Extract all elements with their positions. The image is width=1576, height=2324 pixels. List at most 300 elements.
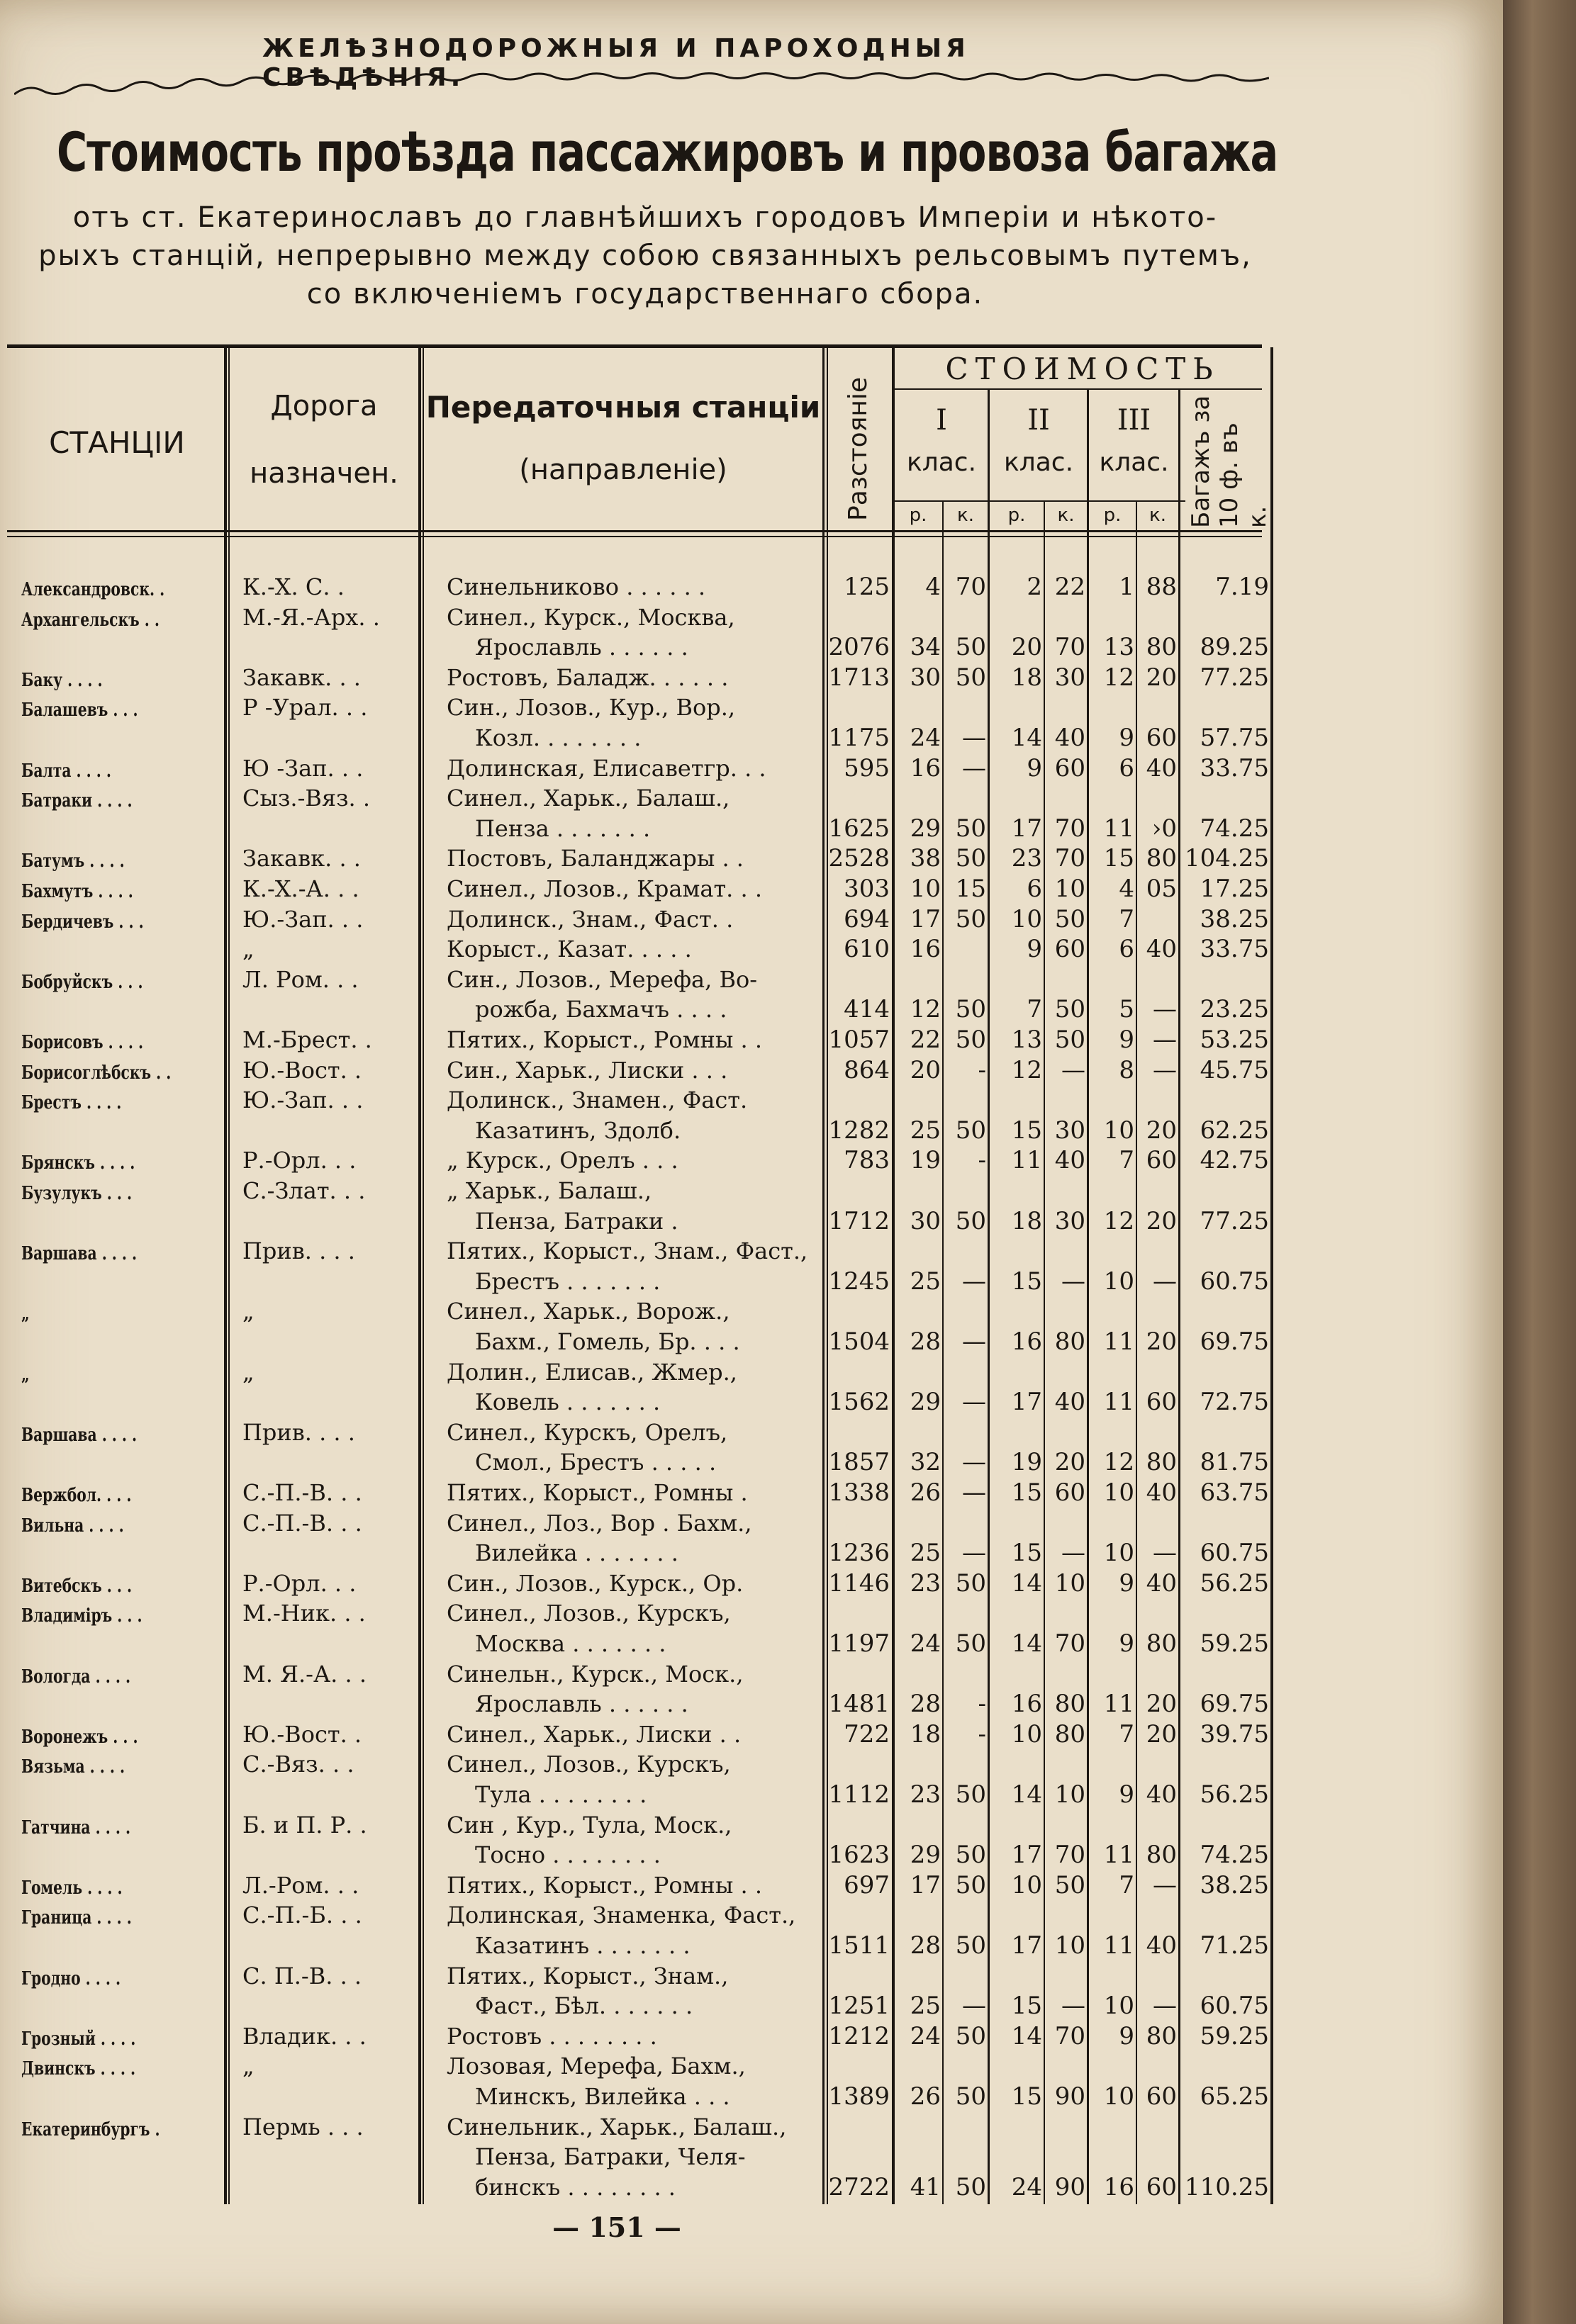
header-bottom-rule [7, 530, 1262, 532]
road-name: М.-Ник. . . [242, 1600, 366, 1627]
fare-c3k: 60 [1146, 1388, 1177, 1417]
fare-bag: 59.25 [1200, 2021, 1269, 2050]
fare-c2k: 90 [1054, 2082, 1085, 2111]
fare-c2k: 30 [1054, 1116, 1085, 1145]
fare-c1r: 24 [910, 2021, 941, 2050]
col-rule [1178, 390, 1180, 2204]
transfer-stations: Долинская, Елисаветгр. . . [447, 754, 766, 782]
station-name: Витебскъ . . . [21, 1575, 133, 1597]
decorative-wave-rule [14, 62, 1269, 105]
page-number: — 151 — [552, 2211, 681, 2243]
fare-c1r: 12 [910, 995, 941, 1024]
fare-c3k: 20 [1146, 1327, 1177, 1356]
fare-c1k: — [962, 753, 986, 782]
station-name: Гатчина . . . . [21, 1817, 131, 1839]
road-name: М. Я.-А. . . [242, 1660, 367, 1688]
fare-c3r: 11 [1103, 1841, 1134, 1870]
fare-c1k: 50 [955, 2082, 986, 2111]
fare-dist: 1504 [828, 1327, 890, 1356]
fare-c2r: 14 [1011, 2021, 1042, 2050]
road-name: С.-Вяз. . . [242, 1751, 354, 1778]
transfer-stations: Смол., Брестъ . . . . . [475, 1449, 717, 1476]
fare-c3k: 20 [1146, 1690, 1177, 1719]
subtitle-line: со включеніемъ государственнаго сбора. [306, 278, 984, 310]
transfer-stations: Синел., Лоз., Вор . Бахм., [447, 1509, 752, 1537]
fare-bag: 57.75 [1200, 724, 1269, 752]
fare-c2r: 14 [1011, 1629, 1042, 1658]
fare-c2k: 90 [1054, 2172, 1085, 2201]
fare-c3r: 10 [1103, 1478, 1134, 1507]
transfer-stations: Синельн., Курск., Моск., [447, 1660, 744, 1688]
station-name: Александровск. . [21, 579, 165, 600]
header-distance: Разстояніе [844, 376, 873, 521]
transfer-stations: Бахм., Гомель, Бр. . . . [475, 1328, 740, 1355]
fare-c1r: 34 [910, 633, 941, 662]
header-kop-1: к. [957, 505, 974, 526]
fare-c1r: 30 [910, 663, 941, 692]
transfer-stations: Ростовъ . . . . . . . . [447, 2022, 657, 2050]
fare-c3k: 60 [1146, 724, 1177, 752]
station-name: Варшава . . . . [21, 1424, 138, 1446]
fare-c2r: 17 [1011, 1388, 1042, 1417]
road-name: Л.-Ром. . . [242, 1871, 359, 1899]
header-class-3: III [1117, 404, 1151, 437]
fare-bag: 39.75 [1200, 1719, 1269, 1748]
header-transfer-line1: Передаточныя станціи [425, 390, 821, 425]
fare-c3r: 7 [1119, 1146, 1134, 1175]
transfer-stations: Казатинъ, Здолб. [475, 1116, 681, 1144]
fare-c2k: 10 [1054, 1568, 1085, 1598]
transfer-stations: „ Курск., Орелъ . . . [447, 1147, 678, 1174]
cost-header-rule [895, 388, 1262, 390]
fare-c1k: 50 [955, 2021, 986, 2050]
fare-c2r: 16 [1011, 1327, 1042, 1356]
fare-c2r: 18 [1011, 663, 1042, 692]
header-bottom-rule-2 [7, 536, 1262, 537]
fare-c1k: 50 [955, 1206, 986, 1235]
fare-c1k: - [978, 1146, 986, 1175]
fare-c3r: 13 [1103, 633, 1134, 662]
fare-bag: 38.25 [1200, 1870, 1269, 1899]
fare-dist: 1057 [828, 1026, 890, 1054]
fare-c3r: 8 [1119, 1055, 1134, 1084]
fare-c3r: 9 [1119, 1568, 1134, 1598]
fare-c1k: 50 [955, 633, 986, 662]
fare-c3k: 20 [1146, 1719, 1177, 1748]
fare-c2r: 14 [1011, 1568, 1042, 1598]
fare-c3k: 80 [1146, 633, 1177, 662]
fare-bag: 56.25 [1200, 1568, 1269, 1598]
transfer-stations: Долинск., Знамен., Фаст. [447, 1087, 748, 1114]
fare-c3k: 05 [1146, 875, 1177, 903]
fare-dist: 1511 [828, 1931, 890, 1960]
station-name: Гомель . . . . [21, 1877, 123, 1899]
transfer-stations: рожба, Бахмачъ . . . . [475, 996, 727, 1023]
fare-c1k: - [978, 1055, 986, 1084]
fare-c3k: 40 [1146, 935, 1177, 964]
fare-c3r: 9 [1119, 724, 1134, 752]
fare-c2r: 15 [1011, 2082, 1042, 2111]
header-road-line1: Дорога [270, 390, 378, 422]
fare-c3k: — [1153, 1992, 1177, 2021]
transfer-stations: Козл. . . . . . . . [475, 724, 642, 751]
fare-dist: 125 [844, 573, 890, 601]
fare-c3r: 9 [1119, 1780, 1134, 1809]
rub-kop-rule [895, 500, 1185, 502]
fare-c3r: 4 [1119, 875, 1134, 903]
fare-bag: 71.25 [1200, 1931, 1269, 1960]
fare-c1k: — [962, 1448, 986, 1477]
fare-c1r: 24 [910, 724, 941, 752]
station-name: Граница . . . . [21, 1907, 132, 1929]
transfer-stations: Пятих., Корыст., Знам., [447, 1962, 729, 1989]
fare-c1k: — [962, 1327, 986, 1356]
header-kop-2: к. [1057, 505, 1075, 526]
transfer-stations: бинскъ . . . . . . . . [475, 2173, 676, 2201]
road-name: Р.-Орл. . . [242, 1147, 357, 1174]
fare-c3r: 10 [1103, 1267, 1134, 1296]
fare-c3r: 10 [1103, 1992, 1134, 2021]
fare-c1r: 20 [910, 1055, 941, 1084]
fare-bag: 74.25 [1200, 1841, 1269, 1870]
fare-c3k: 80 [1146, 2021, 1177, 2050]
fare-dist: 1857 [828, 1448, 890, 1477]
fare-c2k: — [1061, 1539, 1085, 1568]
road-name: С.-П.-В. . . [242, 1479, 362, 1506]
running-head: ЖЕЛѢЗНОДОРОЖНЫЯ И ПАРОХОДНЫЯ СВѢДѢНІЯ. [262, 34, 970, 92]
fare-c3k: 80 [1146, 1448, 1177, 1477]
transfer-stations: Синел., Харьк., Балаш., [447, 785, 730, 812]
header-class-2: II [1027, 404, 1050, 437]
header-kop-3: к. [1149, 505, 1166, 526]
fare-c1r: 28 [910, 1327, 941, 1356]
fare-c3k: 60 [1146, 2172, 1177, 2201]
fare-dist: 697 [844, 1870, 890, 1899]
fare-c2r: 23 [1011, 844, 1042, 873]
transfer-stations: Постовъ, Баланджары . . [447, 845, 744, 872]
fare-c2k: 22 [1054, 573, 1085, 601]
header-stations: СТАНЦІИ [49, 425, 185, 460]
fare-c2r: 17 [1011, 814, 1042, 843]
transfer-stations: Минскъ, Вилейка . . . [475, 2083, 730, 2110]
fare-c1k: 50 [955, 2172, 986, 2201]
fare-c1k: 50 [955, 1841, 986, 1870]
fare-c1k: 50 [955, 1116, 986, 1145]
fare-bag: 60.75 [1200, 1992, 1269, 2021]
fare-c3k: 20 [1146, 1116, 1177, 1145]
fare-c3r: 9 [1119, 2021, 1134, 2050]
fare-c2k: 30 [1054, 1206, 1085, 1235]
fare-c2r: 6 [1027, 875, 1042, 903]
road-name: Закавк. . . [242, 663, 361, 691]
station-name: Воронежъ . . . [21, 1726, 138, 1748]
fare-dist: 1212 [828, 2021, 890, 2050]
header-transfer-line2: (направленіе) [519, 454, 727, 486]
fare-c2k: — [1061, 1267, 1085, 1296]
fare-c3k: — [1153, 995, 1177, 1024]
road-name: Р.-Орл. . . [242, 1569, 357, 1597]
fare-c2r: 17 [1011, 1841, 1042, 1870]
fare-c3r: 6 [1119, 935, 1134, 964]
transfer-stations: Ростовъ, Баладж. . . . . . [447, 663, 729, 691]
fare-c2r: 9 [1027, 935, 1042, 964]
fare-c1r: 16 [910, 753, 941, 782]
fare-c2r: 9 [1027, 753, 1042, 782]
fare-c2k: 70 [1054, 844, 1085, 873]
fare-c1k: 50 [955, 1026, 986, 1054]
fare-dist: 1562 [828, 1388, 890, 1417]
fare-c2k: 10 [1054, 875, 1085, 903]
fare-dist: 1623 [828, 1841, 890, 1870]
fare-c1k: — [962, 1478, 986, 1507]
road-name: Б. и П. Р. . [242, 1811, 367, 1839]
road-name: К.-Х.-А. . . [242, 875, 359, 902]
road-name: С.-П.-Б. . . [242, 1902, 362, 1929]
fare-bag: 104.25 [1185, 844, 1269, 873]
road-name: Ю.-Зап. . . [242, 905, 364, 933]
road-name: С. П.-В. . . [242, 1962, 362, 1989]
fare-c2k: 40 [1054, 1146, 1085, 1175]
fare-bag: 77.25 [1200, 663, 1269, 692]
transfer-stations: Ярославль . . . . . . [475, 634, 688, 661]
header-road-line2: назначен. [250, 457, 398, 490]
transfer-stations: Корыст., Казат. . . . . [447, 936, 692, 963]
station-name: Бузулукъ . . . [21, 1183, 133, 1204]
fare-c1k: — [962, 1267, 986, 1296]
fare-bag: 89.25 [1200, 633, 1269, 662]
transfer-stations: Синельник., Харьк., Балаш., [447, 2113, 787, 2140]
fare-c3k: — [1153, 1870, 1177, 1899]
road-name: „ [242, 2053, 255, 2080]
transfer-stations: Пятих., Корыст., Ромны . [447, 1479, 748, 1506]
fare-c3k: 80 [1146, 1841, 1177, 1870]
fare-c1r: 25 [910, 1992, 941, 2021]
fare-c1r: 18 [910, 1719, 941, 1748]
fare-c2k: 10 [1054, 1780, 1085, 1809]
fare-c2r: 12 [1011, 1055, 1042, 1084]
fare-c3k: 60 [1146, 1146, 1177, 1175]
road-name: К.-Х. С. . [242, 573, 345, 600]
fare-c3r: 6 [1119, 753, 1134, 782]
transfer-stations: Син., Лозов., Курск., Ор. [447, 1569, 744, 1597]
fare-c3r: 11 [1103, 1388, 1134, 1417]
fare-c1r: 25 [910, 1116, 941, 1145]
transfer-stations: Синел., Харьк., Лиски . . [447, 1720, 742, 1748]
transfer-stations: Вилейка . . . . . . . [475, 1539, 678, 1567]
fare-dist: 2528 [828, 844, 890, 873]
fare-c2k: — [1061, 1055, 1085, 1084]
fare-dist: 1175 [828, 724, 890, 752]
fare-dist: 610 [844, 935, 890, 964]
transfer-stations: Ярославль . . . . . . [475, 1690, 688, 1718]
fare-dist: 595 [844, 753, 890, 782]
station-name: Вильна . . . . [21, 1515, 124, 1537]
fare-c2r: 18 [1011, 1206, 1042, 1235]
fare-c2k: 30 [1054, 663, 1085, 692]
fare-c1k: 50 [955, 995, 986, 1024]
fare-c2k: 60 [1054, 935, 1085, 964]
transfer-stations: Син., Лозов., Мерефа, Во- [447, 965, 758, 993]
fare-c2r: 15 [1011, 1539, 1042, 1568]
transfer-stations: Синел., Лозов., Крамат. . . [447, 875, 762, 902]
transfer-stations: „ Харьк., Балаш., [447, 1177, 652, 1204]
fare-c1k: 70 [955, 573, 986, 601]
fare-c2k: 60 [1054, 753, 1085, 782]
fare-c3k: 40 [1146, 1931, 1177, 1960]
fare-c2k: 80 [1054, 1690, 1085, 1719]
transfer-stations: Пятих., Корыст., Знам., Фаст., [447, 1237, 808, 1265]
header-rub-1: р. [909, 505, 927, 526]
page-edge [1503, 0, 1576, 2324]
fare-c2r: 20 [1011, 633, 1042, 662]
station-name: Варшава . . . . [21, 1243, 138, 1265]
fare-c2r: 14 [1011, 1780, 1042, 1809]
fare-dist: 2076 [828, 633, 890, 662]
fare-c1k: 50 [955, 1629, 986, 1658]
fare-c2r: 10 [1011, 904, 1042, 933]
fare-c2r: 14 [1011, 724, 1042, 752]
fare-c1r: 28 [910, 1690, 941, 1719]
fare-c2r: 17 [1011, 1931, 1042, 1960]
fare-c1r: 25 [910, 1539, 941, 1568]
header-klas-3: клас. [1099, 448, 1169, 477]
fare-c2k: 50 [1054, 1870, 1085, 1899]
fare-bag: 53.25 [1200, 1026, 1269, 1054]
station-name: Баку . . . . [21, 669, 103, 691]
fare-c1r: 32 [910, 1448, 941, 1477]
fare-c1r: 23 [910, 1780, 941, 1809]
road-name: Владик. . . [242, 2022, 367, 2050]
road-name: Ю.-Вост. . [242, 1720, 362, 1748]
subtitle [7, 198, 1283, 313]
road-name: Закавк. . . [242, 845, 361, 872]
fare-dist: 1197 [828, 1629, 890, 1658]
fare-bag: 17.25 [1200, 875, 1269, 903]
station-name: Бахмутъ . . . . [21, 881, 133, 902]
fare-dist: 1389 [828, 2082, 890, 2111]
fare-dist: 1236 [828, 1539, 890, 1568]
fare-c2r: 19 [1011, 1448, 1042, 1477]
transfer-stations: Син , Кур., Тула, Моск., [447, 1811, 732, 1839]
fare-c3r: 11 [1103, 1931, 1134, 1960]
fare-c1k: 50 [955, 1568, 986, 1598]
fare-c1k: 50 [955, 844, 986, 873]
transfer-stations: Долинская, Знаменка, Фаст., [447, 1902, 796, 1929]
fare-dist: 783 [844, 1146, 890, 1175]
fare-c2k: 70 [1054, 1841, 1085, 1870]
col-rule [224, 347, 227, 2204]
fare-c3r: 10 [1103, 2082, 1134, 2111]
fare-dist: 864 [844, 1055, 890, 1084]
station-name: Батраки . . . . [21, 790, 133, 812]
fare-c3r: 12 [1103, 663, 1134, 692]
fare-dist: 1481 [828, 1690, 890, 1719]
header-baggage: Багажъ за 10 ф. въ к. [1187, 395, 1272, 528]
road-name: Р -Урал. . . [242, 694, 368, 722]
fare-c3r: 7 [1119, 1870, 1134, 1899]
header-cost: СТОИМОСТЬ [945, 352, 1220, 386]
transfer-stations: Долинск., Знам., Фаст. . [447, 905, 734, 933]
fare-c2r: 15 [1011, 1267, 1042, 1296]
fare-c2k: 70 [1054, 2021, 1085, 2050]
fare-bag: 72.75 [1200, 1388, 1269, 1417]
fare-c3r: 7 [1119, 1719, 1134, 1748]
station-name: „ [21, 1364, 30, 1386]
fare-c3r: 11 [1103, 814, 1134, 843]
fare-c3k: 80 [1146, 1629, 1177, 1658]
road-name: Ю -Зап. . . [242, 754, 364, 782]
col-rule [228, 347, 230, 2204]
fare-c1k: — [962, 724, 986, 752]
fare-c1r: 26 [910, 1478, 941, 1507]
fare-c3k: 40 [1146, 1478, 1177, 1507]
fare-c2k: 50 [1054, 904, 1085, 933]
fare-c3r: 9 [1119, 1629, 1134, 1658]
transfer-stations: Фаст., Бѣл. . . . . . . [475, 1992, 693, 2020]
road-name: М.-Я.-Арх. . [242, 603, 380, 631]
fare-c3k: 88 [1146, 573, 1177, 601]
transfer-stations: Ковель . . . . . . . [475, 1388, 661, 1416]
transfer-stations: Долин., Елисав., Жмер., [447, 1358, 737, 1386]
fare-dist: 1625 [828, 814, 890, 843]
fare-c2k: 50 [1054, 1026, 1085, 1054]
fare-c3r: 15 [1103, 844, 1134, 873]
header-rub-3: р. [1103, 505, 1122, 526]
fare-dist: 414 [844, 995, 890, 1024]
station-name: Архангельскъ . . [21, 609, 160, 631]
col-rule [423, 347, 424, 2204]
fare-c2r: 10 [1011, 1719, 1042, 1748]
station-name: Бобруйскъ . . . [21, 971, 143, 993]
road-name: Прив. . . . [242, 1418, 355, 1446]
fare-c1r: 22 [910, 1026, 941, 1054]
fare-c1r: 41 [910, 2172, 941, 2201]
fare-c1r: 29 [910, 1388, 941, 1417]
road-name: Л. Ром. . . [242, 965, 359, 993]
fare-c2r: 24 [1011, 2172, 1042, 2201]
road-name: Ю.-Вост. . [242, 1056, 362, 1084]
fare-c1k: 50 [955, 814, 986, 843]
fare-dist: 1112 [828, 1780, 890, 1809]
fare-bag: 7.19 [1215, 573, 1269, 601]
transfer-stations: Пенза . . . . . . . [475, 814, 651, 842]
station-name: Батумъ . . . . [21, 851, 125, 872]
fare-c3k: 40 [1146, 1568, 1177, 1598]
fare-c1r: 38 [910, 844, 941, 873]
fare-bag: 45.75 [1200, 1055, 1269, 1084]
fare-bag: 69.75 [1200, 1327, 1269, 1356]
fare-c1r: 29 [910, 814, 941, 843]
station-name: Владиміръ . . . [21, 1605, 142, 1627]
fare-c1r: 24 [910, 1629, 941, 1658]
fare-c1r: 10 [910, 875, 941, 903]
fare-c3k: ›0 [1151, 814, 1177, 843]
fare-c1r: 30 [910, 1206, 941, 1235]
station-name: Балашевъ . . . [21, 700, 138, 722]
fare-c1r: 23 [910, 1568, 941, 1598]
fare-c1k: 50 [955, 663, 986, 692]
fare-c2k: 80 [1054, 1719, 1085, 1748]
station-name: Двинскъ . . . . [21, 2058, 136, 2080]
fare-bag: 69.75 [1200, 1690, 1269, 1719]
station-name: Бердичевъ . . . [21, 911, 144, 933]
fare-bag: 110.25 [1185, 2172, 1269, 2201]
fare-c2k: — [1061, 1992, 1085, 2021]
station-name: „ [21, 1303, 30, 1325]
transfer-stations: Синельниково . . . . . . [447, 573, 706, 600]
fare-bag: 74.25 [1200, 814, 1269, 843]
fare-c1r: 16 [910, 935, 941, 964]
